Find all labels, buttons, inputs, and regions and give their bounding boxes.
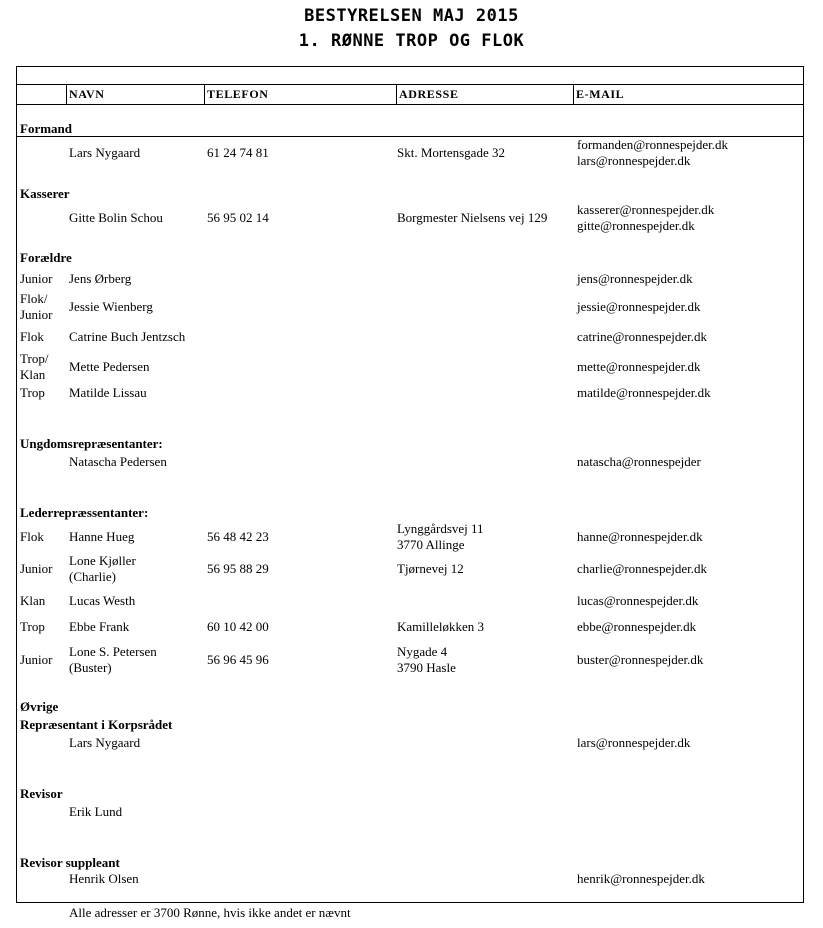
name-cell: Jessie Wienberg	[69, 299, 153, 314]
role-cell: Flok/	[20, 291, 48, 306]
role-cell: Trop/	[20, 351, 49, 366]
role-cell: Flok	[20, 329, 44, 344]
section-foraeldre: Forældre	[20, 250, 72, 265]
role-cell: Trop	[20, 385, 45, 400]
name-cell: Jens Ørberg	[69, 271, 132, 286]
section-kasserer: Kasserer	[20, 186, 70, 201]
header-top-rule	[17, 84, 803, 85]
email-cell[interactable]: lars@ronnespejder.dk	[577, 735, 691, 750]
email-cell[interactable]: jessie@ronnespejder.dk	[577, 299, 701, 314]
document-title: BESTYRELSEN MAJ 2015	[304, 6, 519, 26]
column-divider	[573, 84, 574, 104]
email-cell[interactable]: charlie@ronnespejder.dk	[577, 561, 708, 576]
footer-note: Alle adresser er 3700 Rønne, hvis ikke andet er nævnt	[69, 905, 351, 920]
name-cell: (Buster)	[69, 660, 112, 675]
email-cell[interactable]: lars@ronnespejder.dk	[577, 153, 691, 168]
address-cell: 3770 Allinge	[397, 537, 465, 552]
phone-cell: 56 95 02 14	[207, 210, 269, 225]
role-cell: Junior	[20, 307, 53, 322]
email-cell[interactable]: formanden@ronnespejder.dk	[577, 137, 728, 152]
name-cell: Erik Lund	[69, 804, 123, 819]
address-cell: Kamilleløkken 3	[397, 619, 485, 634]
section-ungdom: Ungdomsrepræsentanter:	[20, 436, 163, 451]
section-revisor: Revisor	[20, 786, 63, 801]
name-cell: Ebbe Frank	[69, 619, 130, 634]
section-formand: Formand	[20, 121, 72, 136]
role-cell: Klan	[20, 367, 46, 382]
address-cell: Borgmester Nielsens vej 129	[397, 210, 548, 225]
header-adresse: ADRESSE	[399, 87, 459, 101]
role-cell: Junior	[20, 652, 53, 667]
header-bottom-rule	[17, 104, 803, 105]
role-cell: Junior	[20, 271, 53, 286]
name-cell: Hanne Hueg	[69, 529, 135, 544]
phone-cell: 56 95 88 29	[207, 561, 269, 576]
name-cell: Lone Kjøller	[69, 553, 136, 568]
address-cell: Lynggårdsvej 11	[397, 521, 484, 536]
name-cell: Lone S. Petersen	[69, 644, 157, 659]
phone-cell: 56 48 42 23	[207, 529, 269, 544]
email-cell[interactable]: hanne@ronnespejder.dk	[577, 529, 703, 544]
email-cell[interactable]: ebbe@ronnespejder.dk	[577, 619, 697, 634]
document-subtitle: 1. RØNNE TROP OG FLOK	[298, 31, 525, 51]
email-cell[interactable]: jens@ronnespejder.dk	[577, 271, 693, 286]
name-cell: Lars Nygaard	[69, 145, 141, 160]
address-cell: Skt. Mortensgade 32	[397, 145, 505, 160]
role-cell: Flok	[20, 529, 44, 544]
email-cell[interactable]: lucas@ronnespejder.dk	[577, 593, 699, 608]
email-cell[interactable]: kasserer@ronnespejder.dk	[577, 202, 715, 217]
email-cell[interactable]: mette@ronnespejder.dk	[577, 359, 701, 374]
section-leder: Lederrepræssentanter:	[20, 505, 149, 520]
email-cell[interactable]: henrik@ronnespejder.dk	[577, 871, 705, 886]
address-cell: Tjørnevej 12	[397, 561, 464, 576]
header-telefon: TELEFON	[207, 87, 269, 101]
name-cell: Mette Pedersen	[69, 359, 150, 374]
phone-cell: 56 96 45 96	[207, 652, 269, 667]
board-table	[16, 66, 804, 903]
phone-cell: 60 10 42 00	[207, 619, 269, 634]
name-cell: (Charlie)	[69, 569, 116, 584]
name-cell: Lars Nygaard	[69, 735, 141, 750]
name-cell: Lucas Westh	[69, 593, 136, 608]
section-oevrige: Øvrige	[20, 699, 59, 714]
section-revisor-suppleant: Revisor suppleant	[20, 855, 120, 870]
email-cell[interactable]: catrine@ronnespejder.dk	[577, 329, 708, 344]
name-cell: Catrine Buch Jentzsch	[69, 329, 186, 344]
role-cell: Klan	[20, 593, 46, 608]
role-cell: Junior	[20, 561, 53, 576]
email-cell[interactable]: buster@ronnespejder.dk	[577, 652, 704, 667]
section-korpsraadet: Repræsentant i Korpsrådet	[20, 717, 173, 732]
address-cell: Nygade 4	[397, 644, 448, 659]
name-cell: Henrik Olsen	[69, 871, 139, 886]
role-cell: Trop	[20, 619, 45, 634]
address-cell: 3790 Hasle	[397, 660, 456, 675]
phone-cell: 61 24 74 81	[207, 145, 269, 160]
name-cell: Natascha Pedersen	[69, 454, 167, 469]
email-cell[interactable]: matilde@ronnespejder.dk	[577, 385, 711, 400]
column-divider	[396, 84, 397, 104]
email-cell[interactable]: gitte@ronnespejder.dk	[577, 218, 695, 233]
name-cell: Gitte Bolin Schou	[69, 210, 163, 225]
column-divider	[66, 84, 67, 104]
email-cell[interactable]: natascha@ronnespejder	[577, 454, 701, 469]
header-navn: NAVN	[69, 87, 105, 101]
header-email: E-MAIL	[576, 87, 625, 101]
name-cell: Matilde Lissau	[69, 385, 147, 400]
column-divider	[204, 84, 205, 104]
